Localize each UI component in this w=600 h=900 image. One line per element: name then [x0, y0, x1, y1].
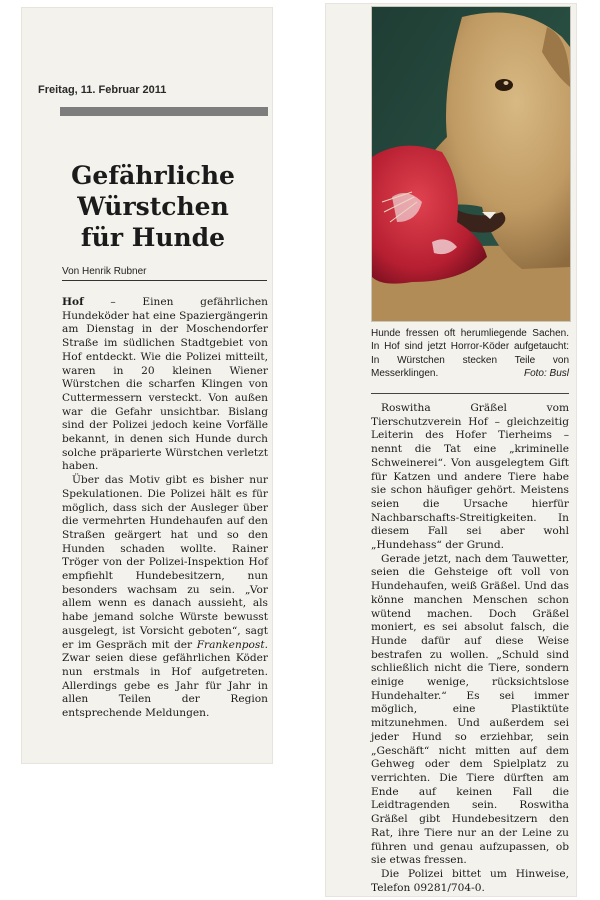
- headline: [48, 160, 258, 253]
- headline-line-2: Würstchen: [77, 192, 229, 221]
- dog-photo-drawing: [372, 7, 570, 321]
- caption-text: Hunde fressen oft herumliegende Sachen. In Hof sind jetzt Horror-Köder aufgetaucht: In Würstchen stecken Teile von Messerklingen.: [371, 328, 569, 380]
- left-paragraph-2-text-a: Über das Motiv gibt es bisher nur Spekulationen. Die Polizei hält es für möglich, dass sich der Ausleger über die vermehrten Hundehaufen auf den Straßen geärgert hat und so den Hunden schaden wollte. Rainer Tröger von der Polizei-Inspektion Hof empfiehlt Hundebesitzern, nun besonders wachsam zu sein. „Vor allem wenn es danach aussieht, als habe jemand solche Würste bewusst ausgelegt, ist Vorsicht geboten“, sagt er im Gespräch mit der: [62, 474, 268, 651]
- byline: Von Henrik Rubner: [62, 266, 267, 281]
- headline-line-3: für Hunde: [80, 223, 226, 252]
- caption-rule: [371, 393, 569, 394]
- lead-word: Hof: [62, 296, 84, 308]
- header-rule: [60, 107, 268, 116]
- right-article-body: [371, 402, 569, 895]
- dateline: Freitag, 11. Februar 2011: [38, 84, 167, 96]
- left-article-body: [62, 296, 268, 721]
- left-paragraph-2-text-b: . Zwar seien diese gefährlichen Köder nun erstmals in Hof aufgetreten. Allerdings gebe es Jahr für Jahr in allen Teilen der Region entsprechende Meldungen.: [62, 638, 268, 720]
- right-paragraph-2: Gerade jetzt, nach dem Tauwetter, seien die Gehsteige oft voll von Hundehaufen, weiß Gräßel. Und das könne manchen Menschen schon wütend machen. Doch Gräßel moniert, es sei absolut falsch, die Hunde dafür auf diese Weise bestrafen zu wollen. „Schuld sind schließlich nicht die Tiere, sondern einige wenige, rücksichtslose Hundehalter.“ Es sei immer möglich, eine Plastiktüte mitzunehmen. Und außerdem sei jeder Hund so erziehbar, sein „Geschäft“ nicht mitten auf dem Gehweg oder dem Spielplatz zu verrichten. Die Tiere dürften am Ende auf keinen Fall die Leidtragenden sein. Roswitha Gräßel gibt Hundebesitzern den Rat, ihre Tiere nur an der Leine zu führen und genau aufzupassen, ob sie etwas fressen.: [371, 552, 569, 867]
- right-paragraph-1: Roswitha Gräßel vom Tierschutzverein Hof – gleichzeitig Leiterin des Hofer Tierheims – nennt die Tat eine „kriminelle Schweinerei“. Von ausgelegtem Gift für Katzen und andere Tiere habe sie schon häufiger gehört. Meistens seien die Ursache hierfür Nachbarschafts-Streitigkeiten. In diesem Fall sei aber wohl „Hundehass“ der Grund.: [371, 402, 569, 552]
- photo-caption: [371, 327, 569, 381]
- right-paragraph-3: Die Polizei bittet um Hinweise, Telefon 09281/704-0.: [371, 867, 569, 894]
- left-paragraph-1: [62, 296, 268, 474]
- left-paragraph-1-text: – Einen gefährlichen Hundeköder hat eine Spaziergängerin am Dienstag in der Moschendorfer Straße im südlichen Stadtgebiet von Hof entdeckt. Wie die Polizei mitteilt, waren in 20 kleinen Wiener Würstchen die scharfen Klingen von Cuttermessern versteckt. Von außen war die Gefahr unsichtbar. Bislang sind der Polizei jedoch keine Vorfälle bekannt, in denen sich Hunde durch solche präparierte Würstchen verletzt haben.: [62, 296, 268, 473]
- newspaper-name: Frankenpost: [196, 638, 265, 651]
- dog-eating-meat-photo: [371, 6, 571, 322]
- photo-credit: Foto: Busl: [523, 368, 569, 380]
- headline-line-1: Gefährliche: [71, 161, 235, 190]
- left-paragraph-2: [62, 474, 268, 721]
